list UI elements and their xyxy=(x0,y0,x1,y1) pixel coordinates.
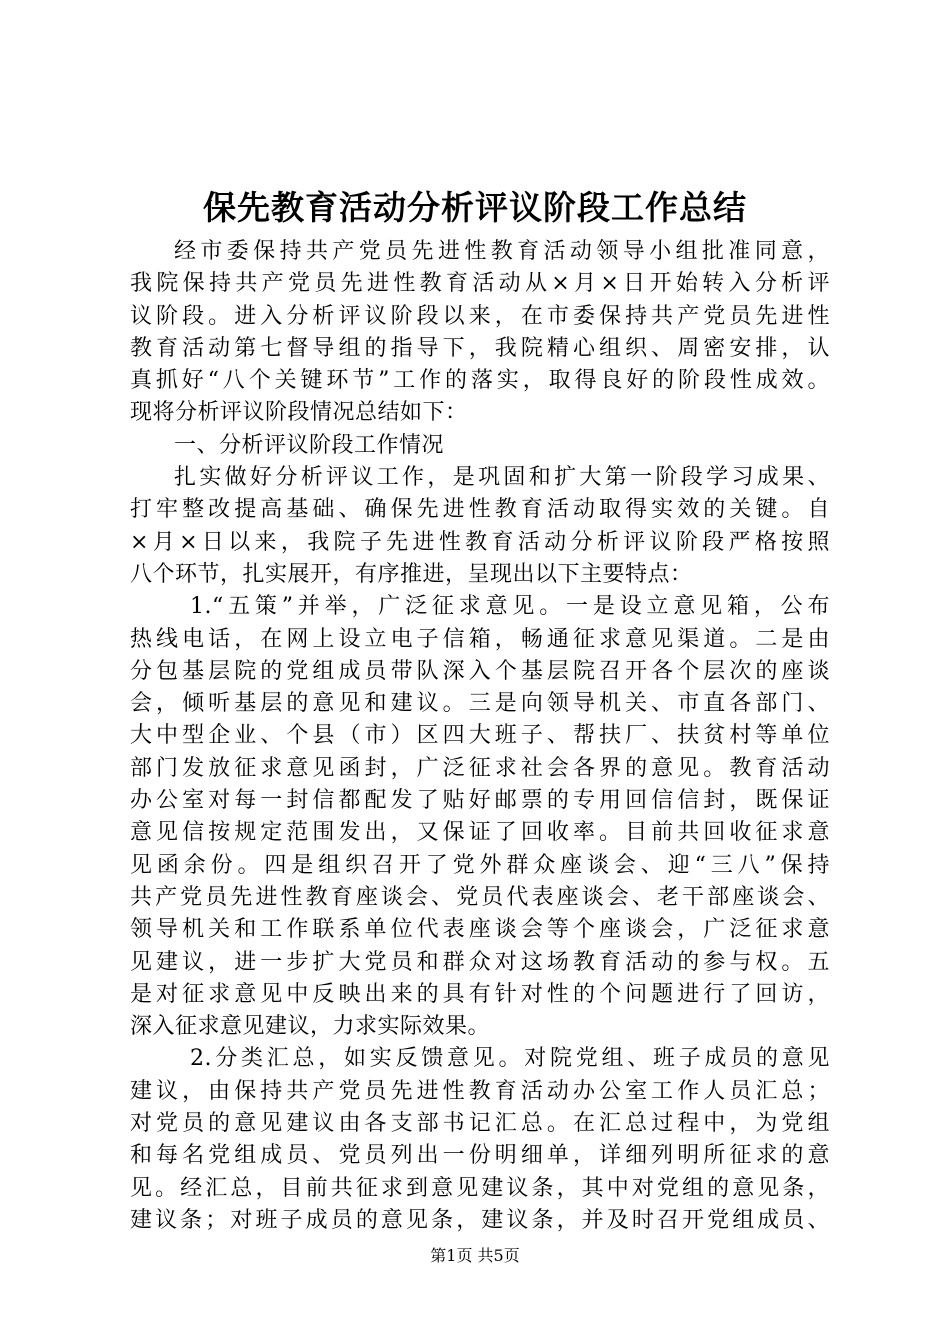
text-line: 议阶段。进入分析评议阶段以来，在市委保持共产党员先进性 xyxy=(130,303,830,329)
text-line: 大中型企业、个县（市）区四大班子、帮扶厂、扶贫村等单位 xyxy=(130,723,830,749)
document-body xyxy=(130,236,830,1237)
text-line: 教育活动第七督导组的指导下，我院精心组织、周密安排，认 xyxy=(130,335,830,361)
text-line: 部门发放征求意见函封，广泛征求社会各界的意见。教育活动 xyxy=(130,755,830,781)
text-line: 建议条；对班子成员的意见条，建议条，并及时召开党组成员、 xyxy=(130,1207,830,1233)
text-line: 对党员的意见建议由各支部书记汇总。在汇总过程中，为党组 xyxy=(130,1111,830,1137)
document-title: 保先教育活动分析评议阶段工作总结 xyxy=(203,188,747,227)
text-line: 共产党员先进性教育座谈会、党员代表座谈会、老干部座谈会、 xyxy=(130,884,830,910)
text-line: 建议，由保持共产党员先进性教育活动办公室工作人员汇总； xyxy=(130,1078,830,1104)
text-line: 见。经汇总，目前共征求到意见建议条，其中对党组的意见条， xyxy=(130,1175,830,1201)
text-line: 分包基层院的党组成员带队深入个基层院召开各个层次的座谈 xyxy=(130,658,830,684)
text-line: 见建议，进一步扩大党员和群众对这场教育活动的参与权。五 xyxy=(130,949,830,975)
text-line: 是对征求意见中反映出来的具有针对性的个问题进行了回访， xyxy=(130,981,830,1007)
text-line: 办公室对每一封信都配发了贴好邮票的专用回信信封，既保证 xyxy=(130,788,830,814)
text-line: 现将分析评议阶段情况总结如下： xyxy=(130,400,468,426)
text-line: 见函余份。四是组织召开了党外群众座谈会、迎“三八”保持 xyxy=(130,852,830,878)
section-heading: 一、分析评议阶段工作情况 xyxy=(174,432,445,458)
text-line: 经市委保持共产党员先进性教育活动领导小组批准同意， xyxy=(174,239,830,264)
text-line: 会，倾听基层的意见和建议。三是向领导机关、市直各部门、 xyxy=(130,691,830,717)
text-line: 1.“五策”并举，广泛征求意见。一是设立意见箱，公布 xyxy=(190,594,830,620)
text-line: ×月×日以来，我院子先进性教育活动分析评议阶段严格按照 xyxy=(130,529,830,555)
text-line: 我院保持共产党员先进性教育活动从×月×日开始转入分析评 xyxy=(130,271,830,297)
text-line: 扎实做好分析评议工作，是巩固和扩大第一阶段学习成果、 xyxy=(174,465,830,491)
text-line: 和每名党组成员、党员列出一份明细单，详细列明所征求的意 xyxy=(130,1143,830,1169)
text-line: 意见信按规定范围发出，又保证了回收率。目前共回收征求意 xyxy=(130,820,830,846)
text-line: 打牢整改提高基础、确保先进性教育活动取得实效的关键。自 xyxy=(130,497,830,523)
text-line: 深入征求意见建议，力求实际效果。 xyxy=(130,1014,491,1040)
text-line: 八个环节，扎实展开，有序推进，呈现出以下主要特点： xyxy=(130,561,693,587)
page-footer: 第1页 共5页 xyxy=(430,1246,520,1265)
text-line: 2.分类汇总，如实反馈意见。对院党组、班子成员的意见 xyxy=(190,1046,830,1072)
text-line: 真抓好“八个关键环节”工作的落实，取得良好的阶段性成效。 xyxy=(130,368,830,394)
text-line: 领导机关和工作联系单位代表座谈会等个座谈会，广泛征求意 xyxy=(130,917,830,943)
text-line: 热线电话，在网上设立电子信箱，畅通征求意见渠道。二是由 xyxy=(130,626,830,652)
